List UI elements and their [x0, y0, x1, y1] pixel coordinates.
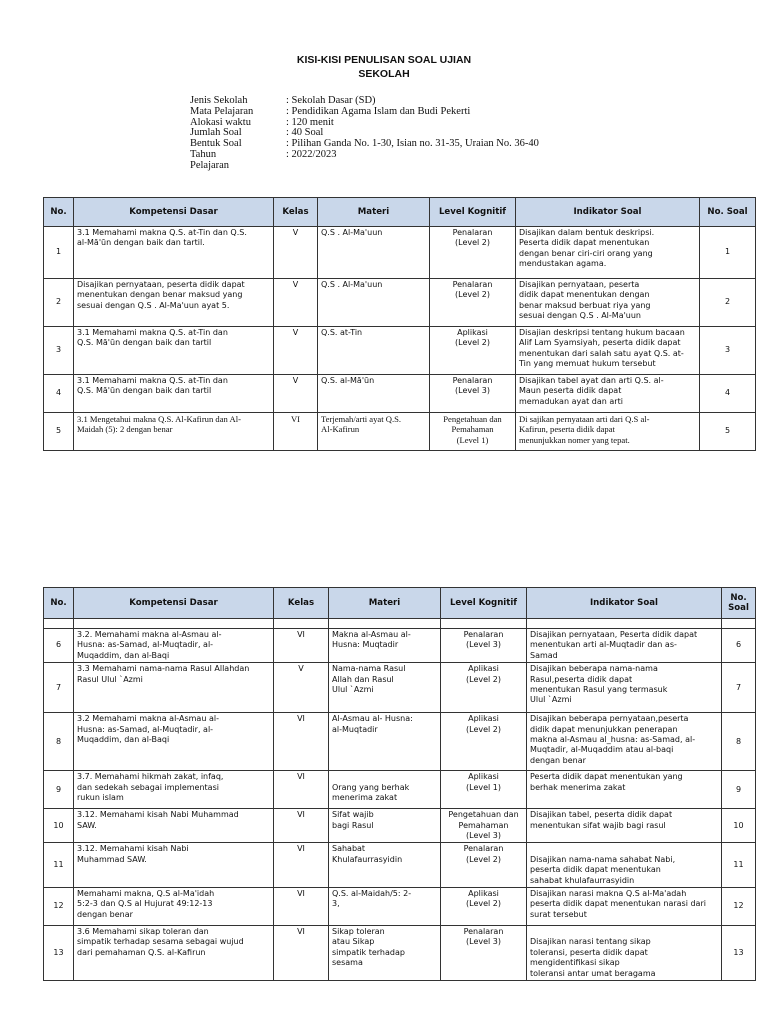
indikator-soal-cell	[516, 375, 700, 413]
kompetensi-dasar-cell-text: 3.1 Memahami makna Q.S. at-Tin dan Q.S. Mā'ūn dengan baik dan tartil	[77, 376, 228, 396]
level-kognitif-cell	[430, 327, 516, 375]
indikator-soal-cell	[527, 713, 722, 771]
no-soal-cell	[700, 279, 756, 327]
table-row	[44, 809, 756, 843]
materi-cell	[318, 227, 430, 279]
level-kognitif-cell-text: Penalaran (Level 3)	[463, 927, 504, 947]
no-soal-cell	[700, 375, 756, 413]
kelas-cell-text: VI	[297, 889, 305, 899]
materi-cell-text: Nama-nama Rasul Allah dan Rasul Ulul `Azmi	[332, 664, 406, 695]
indikator-soal-cell-text: Disajikan beberapa pernyataan,peserta didik dapat menunjukkan penerapan makna al-Asmau al_husna: as-Samad, al- Muqtadir, al-Muqaddim atau al-baqi dengan benar	[530, 714, 696, 765]
level-kognitif-cell-text: Aplikasi (Level 2)	[466, 664, 501, 684]
materi-cell	[318, 279, 430, 327]
level-kognitif-cell-text: Penalaran (Level 3)	[452, 376, 493, 396]
table-row	[44, 771, 756, 809]
level-kognitif-cell-text: Aplikasi (Level 2)	[466, 889, 501, 909]
level-kognitif-cell	[430, 227, 516, 279]
kelas-cell-text: V	[292, 228, 299, 237]
indikator-soal-cell	[516, 327, 700, 375]
info-value: : 120 menit	[286, 116, 334, 128]
kelas-cell	[274, 663, 329, 713]
level-kognitif-cell-text: Penalaran (Level 2)	[463, 844, 504, 864]
header-no: No.	[44, 588, 74, 619]
level-kognitif-cell	[441, 771, 527, 809]
level-kognitif-cell	[441, 888, 527, 926]
level-kognitif-cell	[441, 843, 527, 888]
kelas-cell-text: V	[292, 376, 299, 385]
table-row	[44, 926, 756, 981]
row-number	[44, 279, 74, 327]
table-row	[44, 413, 756, 451]
info-row	[190, 107, 539, 118]
spacer-row	[44, 619, 756, 629]
materi-cell	[329, 771, 441, 809]
indikator-soal-cell-text: Disajikan tabel, peserta didik dapat menentukan sifat wajib bagi rasul	[530, 810, 673, 830]
row-number-text: 8	[55, 736, 62, 746]
no-soal-cell-text: 2	[724, 297, 731, 307]
header-kelas: Kelas	[274, 198, 318, 227]
level-kognitif-cell	[441, 663, 527, 713]
indikator-soal-cell	[527, 771, 722, 809]
no-soal-cell-text: 1	[724, 247, 731, 257]
table-row	[44, 713, 756, 771]
table-row	[44, 375, 756, 413]
document-title	[0, 53, 768, 81]
materi-cell-text: Al-Asmau al- Husna: al-Muqtadir	[332, 714, 413, 734]
materi-cell-text: Q.S. al-Mā'ūn	[321, 376, 375, 385]
info-label: Jenis Sekolah	[190, 95, 248, 106]
row-number	[44, 888, 74, 926]
table-row	[44, 629, 756, 663]
row-number-text: 9	[55, 784, 62, 794]
indikator-soal-cell	[527, 888, 722, 926]
info-value: : Sekolah Dasar (SD)	[286, 95, 376, 106]
indikator-soal-cell	[527, 629, 722, 663]
kelas-cell	[274, 888, 329, 926]
no-soal-cell-text: 3	[724, 345, 731, 355]
kelas-cell-text: VI	[297, 844, 305, 854]
materi-cell	[318, 375, 430, 413]
level-kognitif-cell	[430, 279, 516, 327]
indikator-soal-cell-text: Disajikan narasi tentang sikap toleransi, peserta didik dapat mengidentifikasi sikap toleransi antar umat beragama	[530, 937, 656, 978]
row-number-text: 1	[55, 247, 62, 257]
header-materi: Materi	[329, 588, 441, 619]
indikator-soal-cell-text: Disajikan pernyataan, Peserta didik dapat menentukan arti al-Muqtadir dan as- Samad	[530, 630, 698, 660]
materi-cell-text: Orang yang berhak menerima zakat	[332, 782, 410, 803]
info-label: Tahun	[190, 148, 217, 160]
level-kognitif-cell-text: Penalaran (Level 3)	[463, 630, 504, 650]
kompetensi-dasar-cell-text: 3.1 Memahami makna Q.S. at-Tin dan Q.S. Mā'ūn dengan baik dan tartil	[77, 328, 228, 348]
row-number-text: 2	[55, 297, 62, 307]
kompetensi-dasar-cell	[74, 771, 274, 809]
materi-cell	[329, 713, 441, 771]
row-number	[44, 843, 74, 888]
level-kognitif-cell-text: Penalaran (Level 2)	[452, 228, 493, 248]
row-number	[44, 663, 74, 713]
row-number-text: 6	[55, 640, 62, 650]
indikator-soal-cell-text: Disajikan dalam bentuk deskripsi. Peserta didik dapat menentukan dengan benar ciri-ciri orang yang mendustakan agama.	[519, 228, 655, 269]
materi-cell	[329, 629, 441, 663]
indikator-soal-cell	[527, 843, 722, 888]
table-row	[44, 663, 756, 713]
no-soal-cell-text: 6	[735, 640, 742, 650]
header-materi: Materi	[318, 198, 430, 227]
materi-cell	[329, 843, 441, 888]
indikator-soal-cell-text: Disajian deskripsi tentang hukum bacaan Alif Lam Syamsiyah, peserta didik dapat menentukan dari salah satu ayat Q.S. at- Tin yang memuat hukum tersebut	[519, 328, 685, 369]
kompetensi-dasar-cell-text: Memahami makna, Q.S al-Ma'idah 5:2-3 dan Q.S al Hujurat 49:12-13 dengan benar	[77, 889, 215, 919]
kompetensi-dasar-cell-text: 3.1 Memahami makna Q.S. at-Tin dan Q.S. al-Mā'ūn dengan baik dan tartil.	[77, 228, 247, 248]
kelas-cell-text: VI	[297, 630, 305, 639]
materi-cell-text: Sahabat Khulafaurrasyidin	[332, 844, 403, 864]
row-number-text: 5	[55, 426, 62, 436]
no-soal-cell	[722, 771, 756, 809]
table-row	[44, 279, 756, 327]
level-kognitif-cell	[441, 809, 527, 843]
kompetensi-dasar-cell	[74, 843, 274, 888]
row-number	[44, 771, 74, 809]
no-soal-cell-text: 10	[733, 820, 744, 830]
info-label: Alokasi waktu	[190, 116, 251, 128]
header-kelas: Kelas	[274, 588, 329, 619]
row-number	[44, 375, 74, 413]
level-kognitif-cell-text: Pengetahuan dan Pemahaman (Level 3)	[448, 810, 519, 841]
kisi-kisi-table-1	[43, 197, 756, 451]
level-kognitif-cell-text: Aplikasi (Level 2)	[455, 328, 490, 348]
materi-cell-text: Sifat wajib bagi Rasul	[332, 810, 374, 830]
header-indikator-soal: Indikator Soal	[516, 198, 700, 227]
level-kognitif-cell	[441, 713, 527, 771]
materi-cell-text: Q.S. al-Maidah/5: 2- 3,	[332, 889, 412, 909]
kompetensi-dasar-cell	[74, 629, 274, 663]
kelas-cell-text: VI	[297, 772, 305, 782]
indikator-soal-cell-text: Disajikan narasi makna Q.S al-Ma'adah peserta didik dapat menentukan narasi dari surat tersebut	[530, 889, 706, 919]
row-number	[44, 327, 74, 375]
info-label: Jumlah Soal	[190, 127, 242, 139]
row-number-text: 11	[53, 860, 64, 870]
info-label: Bentuk Soal	[190, 138, 242, 150]
kelas-cell	[274, 413, 318, 451]
kelas-cell	[274, 327, 318, 375]
indikator-soal-cell	[516, 227, 700, 279]
level-kognitif-cell-text: Aplikasi (Level 2)	[466, 714, 501, 734]
kompetensi-dasar-cell	[74, 279, 274, 327]
row-number-text: 12	[53, 901, 64, 911]
kelas-cell-text: V	[292, 328, 299, 337]
row-number-text: 3	[55, 345, 62, 355]
materi-cell-text: Q.S . Al-Ma'uun	[321, 228, 383, 237]
indikator-soal-cell	[527, 809, 722, 843]
kelas-cell-text: V	[298, 664, 304, 674]
kelas-cell	[274, 629, 329, 663]
row-number	[44, 629, 74, 663]
info-row	[190, 139, 539, 150]
kelas-cell-text: V	[292, 280, 299, 289]
materi-cell	[329, 888, 441, 926]
indikator-soal-cell-text: Disajikan beberapa nama-nama Rasul,peserta didik dapat menentukan Rasul yang termasuk Ulul `Azmi	[530, 664, 668, 705]
kelas-cell	[274, 375, 318, 413]
indikator-soal-cell-text: Peserta didik dapat menentukan yang berhak menerima zakat	[530, 772, 683, 792]
info-label: Mata Pelajaran	[190, 105, 254, 117]
no-soal-cell-text: 9	[735, 784, 742, 794]
table-row	[44, 888, 756, 926]
materi-cell	[329, 809, 441, 843]
materi-cell-text: Q.S . Al-Ma'uun	[321, 280, 383, 289]
row-number	[44, 926, 74, 981]
header-kompetensi-dasar: Kompetensi Dasar	[74, 588, 274, 619]
materi-cell	[318, 327, 430, 375]
indikator-soal-cell	[516, 279, 700, 327]
kelas-cell-text: VI	[290, 414, 301, 424]
no-soal-cell	[722, 926, 756, 981]
indikator-soal-cell-text: Di sajikan pernyataan arti dari Q.S al- Kafirun, peserta didik dapat menunjukkan nomer yang tepat.	[519, 414, 650, 445]
title-line-1: KISI-KISI PENULISAN SOAL UJIAN	[296, 54, 472, 66]
kompetensi-dasar-cell-text: 3.3 Memahami nama-nama Rasul Allahdan Rasul Ulul `Azmi	[77, 664, 250, 684]
materi-cell-text: Terjemah/arti ayat Q.S. Al-Kafirun	[321, 414, 402, 435]
row-number-text: 4	[55, 388, 62, 398]
kompetensi-dasar-cell	[74, 327, 274, 375]
materi-cell	[318, 413, 430, 451]
kelas-cell-text: VI	[297, 714, 305, 724]
no-soal-cell	[700, 227, 756, 279]
info-row	[190, 161, 539, 172]
indikator-soal-cell	[527, 663, 722, 713]
indikator-soal-cell-text: Disajikan tabel ayat dan arti Q.S. al- Maun peserta didik dapat memadukan ayat dan arti	[519, 376, 664, 406]
kompetensi-dasar-cell	[74, 926, 274, 981]
header-no-soal: No. Soal	[722, 588, 756, 619]
title-line-2: SEKOLAH	[358, 68, 410, 80]
level-kognitif-cell-text: Penalaran (Level 2)	[452, 280, 493, 300]
no-soal-cell-text: 7	[735, 682, 742, 692]
info-row	[190, 150, 539, 161]
kelas-cell	[274, 713, 329, 771]
materi-cell	[329, 926, 441, 981]
indikator-soal-cell	[527, 926, 722, 981]
indikator-soal-cell-text: Disajikan pernyataan, peserta didik dapat menentukan dengan benar maksud berbuat riya yang sesuai dengan Q.S . Al-Ma'uun	[519, 280, 651, 321]
header-indikator-soal: Indikator Soal	[527, 588, 722, 619]
row-number-text: 13	[53, 947, 64, 957]
no-soal-cell-text: 12	[733, 901, 744, 911]
kompetensi-dasar-cell	[74, 413, 274, 451]
document-info	[190, 96, 539, 172]
info-value: : 40 Soal	[286, 127, 324, 139]
table-row	[44, 843, 756, 888]
header-level-kognitif: Level Kognitif	[441, 588, 527, 619]
materi-cell-text: Sikap toleran atau Sikap simpatik terhadap sesama	[332, 927, 405, 968]
level-kognitif-cell	[430, 375, 516, 413]
info-label: Pelajaran	[190, 159, 230, 171]
header-no: No.	[44, 198, 74, 227]
no-soal-cell	[722, 843, 756, 888]
kelas-cell	[274, 926, 329, 981]
no-soal-cell	[722, 888, 756, 926]
indikator-soal-cell	[516, 413, 700, 451]
kompetensi-dasar-cell	[74, 713, 274, 771]
info-value: : Pendidikan Agama Islam dan Budi Pekerti	[286, 105, 471, 117]
row-number	[44, 809, 74, 843]
materi-cell	[329, 663, 441, 713]
level-kognitif-cell	[441, 926, 527, 981]
indikator-soal-cell-text: Disajikan nama-nama sahabat Nabi, peserta didik dapat menentukan sahabat khulafaurrasyidin	[530, 854, 676, 885]
table-row	[44, 227, 756, 279]
header-level-kognitif: Level Kognitif	[430, 198, 516, 227]
row-number-text: 7	[55, 682, 62, 692]
materi-cell-text: Makna al-Asmau al- Husna: Muqtadir	[332, 630, 411, 650]
kelas-cell	[274, 809, 329, 843]
kompetensi-dasar-cell-text: 3.2. Memahami makna al-Asmau al- Husna: as-Samad, al-Muqtadir, al- Muqaddim, dan al-Baqi	[77, 630, 222, 660]
row-number	[44, 413, 74, 451]
kompetensi-dasar-cell-text: 3.12. Memahami kisah Nabi Muhammad SAW.	[77, 810, 239, 830]
kompetensi-dasar-cell	[74, 809, 274, 843]
kelas-cell	[274, 843, 329, 888]
kompetensi-dasar-cell-text: 3.2 Memahami makna al-Asmau al- Husna: as-Samad, al-Muqtadir, al- Muqaddim, dan al-Baqi	[77, 714, 219, 745]
no-soal-cell-text: 11	[733, 860, 744, 870]
info-value: : Pilihan Ganda No. 1-30, Isian no. 31-35, Uraian No. 36-40	[286, 138, 539, 150]
no-soal-cell-text: 5	[724, 426, 731, 436]
kompetensi-dasar-cell	[74, 888, 274, 926]
row-number-text: 10	[53, 820, 64, 830]
level-kognitif-cell-text: Pengetahuan dan Pemahaman (Level 1)	[443, 414, 502, 445]
kelas-cell-text: VI	[297, 927, 305, 937]
kelas-cell-text: VI	[297, 810, 305, 820]
kelas-cell	[274, 227, 318, 279]
no-soal-cell	[722, 629, 756, 663]
header-kompetensi-dasar: Kompetensi Dasar	[74, 198, 274, 227]
kisi-kisi-table-2	[43, 587, 756, 981]
no-soal-cell-text: 13	[733, 947, 744, 957]
materi-cell-text: Q.S. at-Tin	[321, 328, 363, 337]
no-soal-cell	[722, 663, 756, 713]
kompetensi-dasar-cell-text: Disajikan pernyataan, peserta didik dapat menentukan dengan benar maksud yang sesuai dengan Q.S . Al-Ma'uun ayat 5.	[77, 280, 245, 310]
kompetensi-dasar-cell	[74, 663, 274, 713]
no-soal-cell-text: 8	[735, 736, 742, 746]
kelas-cell	[274, 279, 318, 327]
no-soal-cell	[722, 713, 756, 771]
table-row	[44, 327, 756, 375]
level-kognitif-cell	[430, 413, 516, 451]
level-kognitif-cell	[441, 629, 527, 663]
kompetensi-dasar-cell	[74, 375, 274, 413]
header-no-soal: No. Soal	[700, 198, 756, 227]
no-soal-cell	[722, 809, 756, 843]
no-soal-cell-text: 4	[724, 388, 731, 398]
row-number	[44, 227, 74, 279]
kompetensi-dasar-cell-text: 3.1 Mengetahui makna Q.S. Al-Kafirun dan Al- Maidah (5): 2 dengan benar	[77, 414, 241, 435]
kelas-cell	[274, 771, 329, 809]
no-soal-cell	[700, 327, 756, 375]
info-value: : 2022/2023	[286, 148, 337, 160]
level-kognitif-cell-text: Aplikasi (Level 1)	[466, 772, 501, 792]
kompetensi-dasar-cell-text: 3.6 Memahami sikap toleran dan simpatik terhadap sesama sebagai wujud dari pemahaman Q.S. al-Kafirun	[77, 927, 244, 957]
kompetensi-dasar-cell-text: 3.7. Memahami hikmah zakat, infaq, dan sedekah sebagai implementasi rukun islam	[77, 772, 224, 803]
kompetensi-dasar-cell	[74, 227, 274, 279]
kompetensi-dasar-cell-text: 3.12. Memahami kisah Nabi Muhammad SAW.	[77, 844, 189, 864]
info-row	[190, 118, 539, 129]
row-number	[44, 713, 74, 771]
no-soal-cell	[700, 413, 756, 451]
